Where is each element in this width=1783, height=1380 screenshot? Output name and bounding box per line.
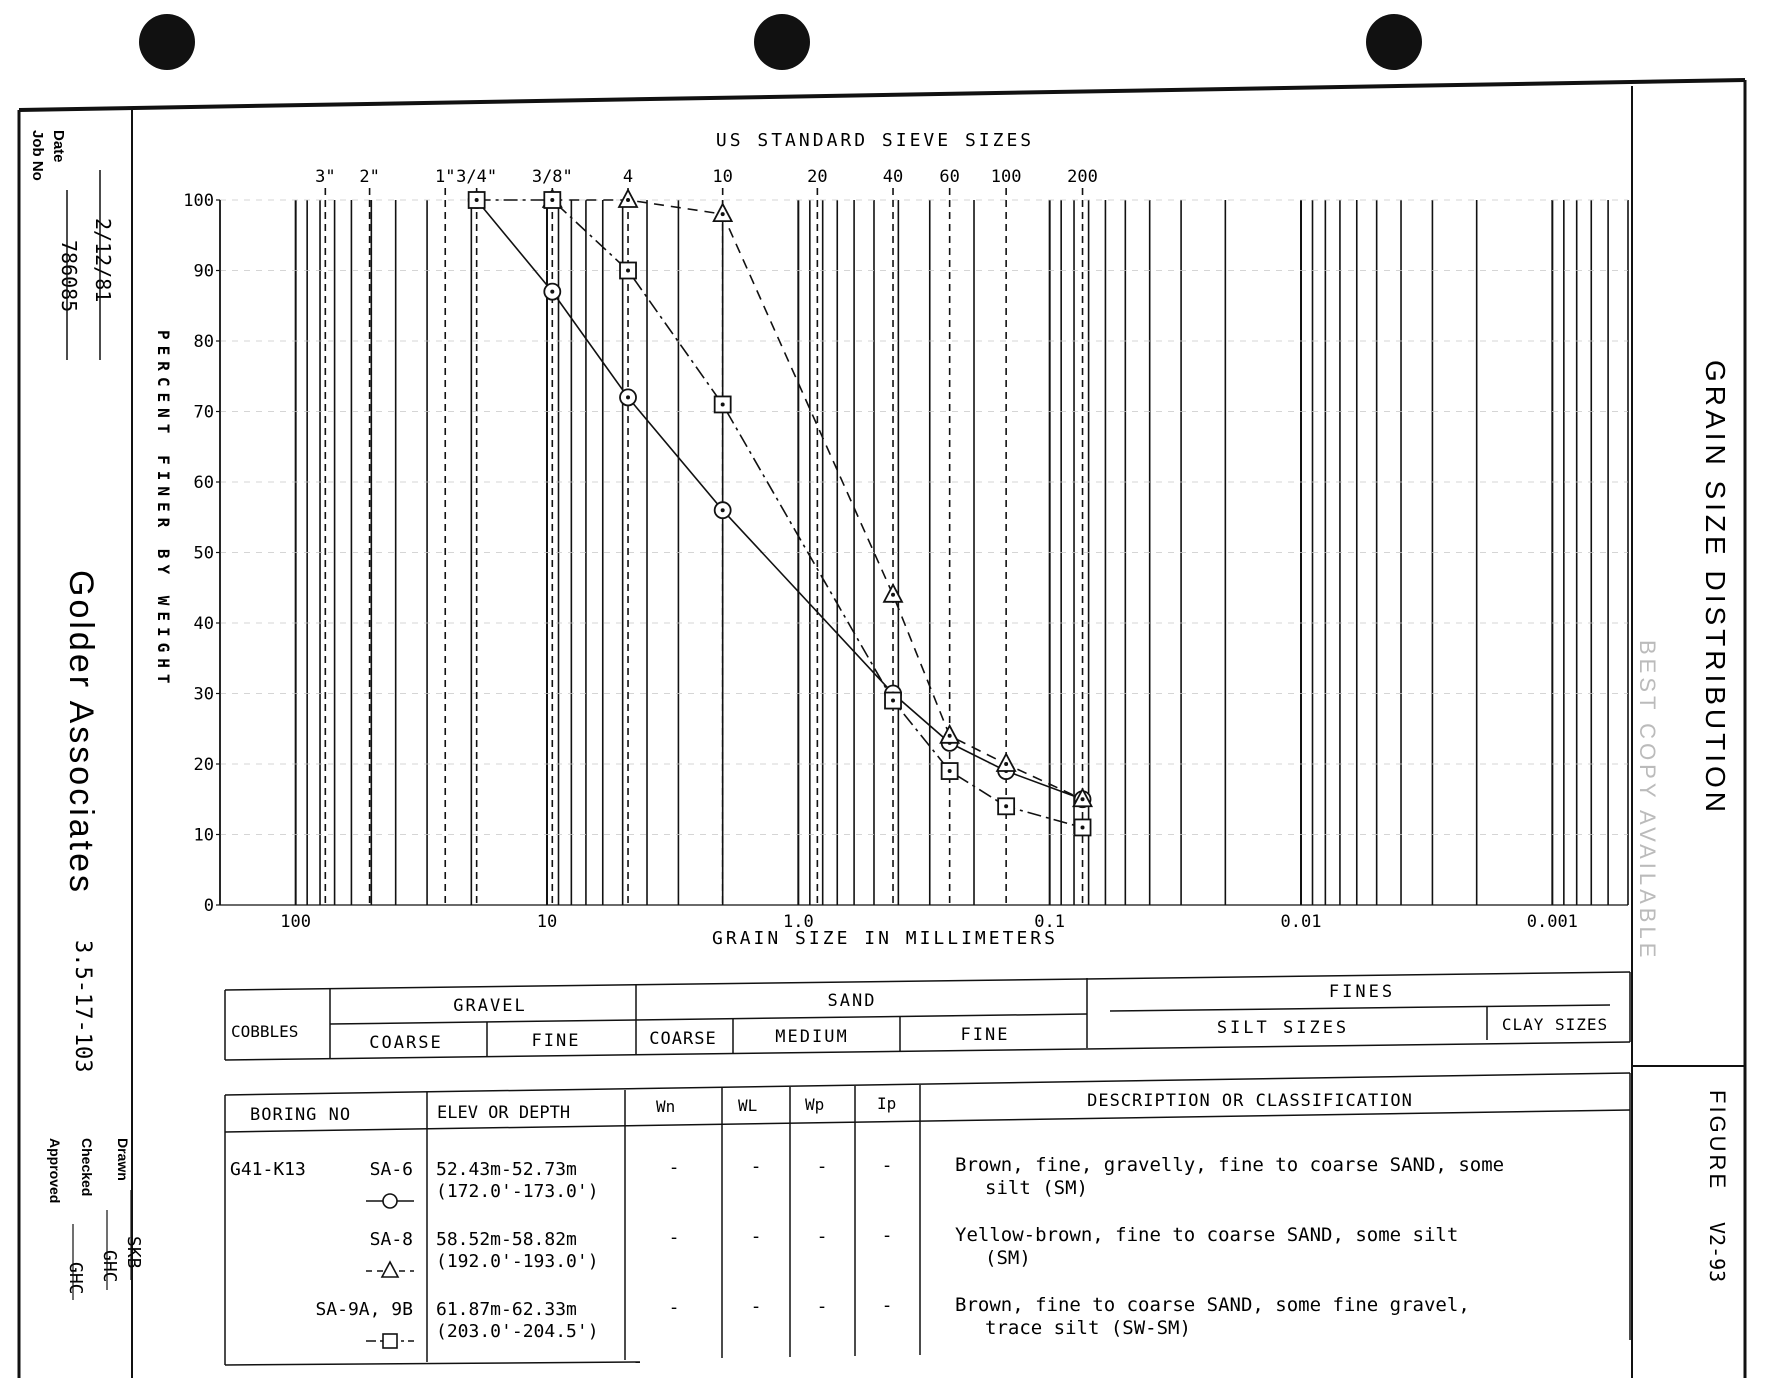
data-point-center: [1081, 825, 1085, 829]
data-point-center: [721, 508, 725, 512]
cell-description-line2: silt (SM): [985, 1177, 1088, 1199]
sieve-label: 2": [359, 167, 380, 187]
job-label: Job No: [29, 130, 46, 181]
cell-wp: -: [816, 1226, 828, 1247]
cell-wp: -: [816, 1296, 828, 1317]
y-tick-label: 40: [193, 614, 214, 634]
sieve-label: 200: [1067, 167, 1098, 187]
header-description: DESCRIPTION OR CLASSIFICATION: [1087, 1091, 1413, 1111]
data-point-center: [550, 290, 554, 294]
data-point-center: [948, 769, 952, 773]
figure-number: V2-93: [1705, 1222, 1729, 1283]
y-tick-label: 90: [193, 261, 214, 282]
legend-marker: [383, 1194, 397, 1208]
data-point-center: [891, 699, 895, 703]
sieve-label: 20: [807, 167, 828, 187]
samples-table-rows: [230, 1154, 1504, 1348]
cell-boring: G41-K13: [230, 1159, 306, 1180]
cell-ip: -: [881, 1155, 893, 1176]
cell-depth: (172.0'-173.0'): [436, 1181, 599, 1202]
y-tick-label: 50: [193, 543, 214, 564]
sieve-label: 3/8": [531, 167, 573, 187]
sheet-title: GRAIN SIZE DISTRIBUTION: [1700, 360, 1731, 817]
legend-marker: [383, 1334, 397, 1348]
class-gravel: GRAVEL: [453, 996, 527, 1016]
sieve-label: 3": [315, 167, 336, 187]
sieve-label: 60: [939, 167, 960, 187]
data-point-center: [948, 734, 952, 738]
figure-label: FIGURE: [1705, 1090, 1730, 1192]
x-tick-label: 0.01: [1280, 912, 1322, 932]
cell-depth: (203.0'-204.5'): [436, 1321, 599, 1342]
class-fines: FINES: [1328, 982, 1396, 1002]
sieve-label: 100: [990, 167, 1022, 187]
company-name: Golder Associates: [62, 570, 100, 896]
job-value: 786085: [57, 240, 81, 313]
series-sa-9a-9b: [469, 192, 1091, 835]
legend-marker: [382, 1262, 398, 1277]
cell-depth: (192.0'-193.0'): [436, 1251, 599, 1272]
header-wp: Wp: [805, 1095, 825, 1114]
checked-value: GHC: [99, 1250, 120, 1283]
x-axis-label: GRAIN SIZE IN MILLIMETERS: [712, 928, 1058, 949]
chart-series: [469, 190, 1092, 835]
sieve-label: 3/4": [456, 167, 498, 187]
cell-sample: SA-8: [369, 1229, 413, 1250]
data-point-center: [475, 198, 479, 202]
data-point-center: [1081, 797, 1085, 801]
header-boring: BORING NO: [250, 1105, 352, 1125]
cell-wp: -: [816, 1156, 828, 1177]
table-row: [366, 1224, 1458, 1277]
cell-elev: 52.43m-52.73m: [436, 1159, 577, 1180]
y-axis-ticks: [183, 191, 220, 916]
table-row: [230, 1154, 1504, 1208]
sieve-label: 4: [622, 167, 634, 187]
y-tick-label: 20: [193, 755, 214, 775]
header-ip: Ip: [877, 1094, 897, 1113]
cell-description-line2: trace silt (SW-SM): [985, 1317, 1191, 1339]
data-point-center: [626, 198, 630, 202]
sieve-label: 1": [435, 167, 456, 187]
drawn-value: SKB: [123, 1236, 144, 1269]
header-wl: WL: [738, 1096, 758, 1115]
y-tick-label: 80: [193, 332, 214, 352]
x-tick-label: 0.1: [1034, 912, 1066, 932]
y-tick-label: 70: [193, 402, 214, 423]
class-gravel-fine: FINE: [531, 1031, 581, 1051]
cell-elev: 58.52m-58.82m: [436, 1229, 577, 1250]
data-point-center: [626, 395, 630, 399]
cell-wn: -: [668, 1297, 680, 1318]
cell-description-line1: Yellow-brown, fine to coarse SAND, some silt: [955, 1224, 1459, 1246]
date-label: Date: [50, 130, 67, 163]
sieve-markers: [315, 167, 1098, 905]
class-clay: CLAY SIZES: [1501, 1015, 1609, 1034]
series-sa-8: [543, 190, 1091, 806]
date-value: 2/12/81: [91, 218, 115, 303]
cell-description-line1: Brown, fine, gravelly, fine to coarse SAND, some: [955, 1154, 1505, 1176]
y-axis-label: PERCENT FINER BY WEIGHT: [154, 330, 173, 690]
y-tick-label: 30: [193, 684, 214, 705]
y-tick-label: 0: [203, 896, 214, 916]
cell-wl: -: [750, 1156, 762, 1177]
cell-sample: SA-9A, 9B: [315, 1299, 413, 1320]
cell-elev: 61.87m-62.33m: [436, 1299, 577, 1320]
project-code: 3.5-17-103: [70, 940, 95, 1073]
sieve-label: 40: [882, 167, 904, 187]
data-point-center: [721, 212, 725, 216]
cell-description-line1: Brown, fine to coarse SAND, some fine gravel,: [955, 1294, 1470, 1316]
series-sa-6: [469, 192, 1091, 807]
cell-ip: -: [881, 1225, 893, 1246]
y-tick-label: 100: [183, 191, 214, 211]
cell-ip: -: [881, 1295, 893, 1316]
class-cobbles: COBBLES: [231, 1022, 299, 1041]
x-tick-label: 10: [536, 912, 558, 932]
data-point-center: [1004, 804, 1008, 808]
cell-wl: -: [750, 1226, 762, 1247]
class-sand-medium: MEDIUM: [775, 1027, 849, 1047]
class-sand: SAND: [827, 991, 877, 1011]
data-point-center: [891, 593, 895, 597]
class-silt: SILT SIZES: [1216, 1018, 1350, 1038]
x-tick-label: 1.0: [782, 912, 814, 932]
data-point-center: [626, 269, 630, 273]
best-copy-stamp: BEST COPY AVAILABLE: [1635, 640, 1660, 962]
cell-wn: -: [668, 1157, 680, 1178]
sieve-label: 10: [712, 167, 733, 187]
y-tick-label: 10: [193, 825, 214, 846]
data-point-center: [1004, 762, 1008, 766]
data-point-center: [550, 198, 554, 202]
table-row: [315, 1294, 1469, 1348]
cell-description-line2: (SM): [985, 1247, 1031, 1269]
chart-title: US STANDARD SIEVE SIZES: [715, 130, 1035, 151]
cell-wn: -: [668, 1227, 680, 1248]
sheet-frame: [19, 80, 1745, 1378]
checked-label: Checked: [79, 1138, 95, 1197]
approved-value: GHC: [65, 1262, 86, 1295]
drawn-label: Drawn: [115, 1138, 131, 1181]
class-sand-fine: FINE: [960, 1025, 1010, 1045]
plot-grid: [220, 200, 1628, 905]
class-sand-coarse: COARSE: [649, 1029, 717, 1049]
data-point-center: [721, 402, 725, 406]
class-gravel-coarse: COARSE: [369, 1033, 443, 1053]
header-elev: ELEV OR DEPTH: [437, 1103, 571, 1123]
approved-label: Approved: [47, 1138, 63, 1204]
cell-wl: -: [750, 1296, 762, 1317]
series-line: [477, 200, 1083, 828]
series-line: [477, 200, 1083, 799]
x-tick-label: 100: [280, 912, 312, 932]
y-tick-label: 60: [193, 473, 214, 493]
x-tick-label: 0.001: [1526, 912, 1578, 932]
header-wn: Wn: [656, 1097, 676, 1116]
cell-sample: SA-6: [369, 1159, 413, 1180]
